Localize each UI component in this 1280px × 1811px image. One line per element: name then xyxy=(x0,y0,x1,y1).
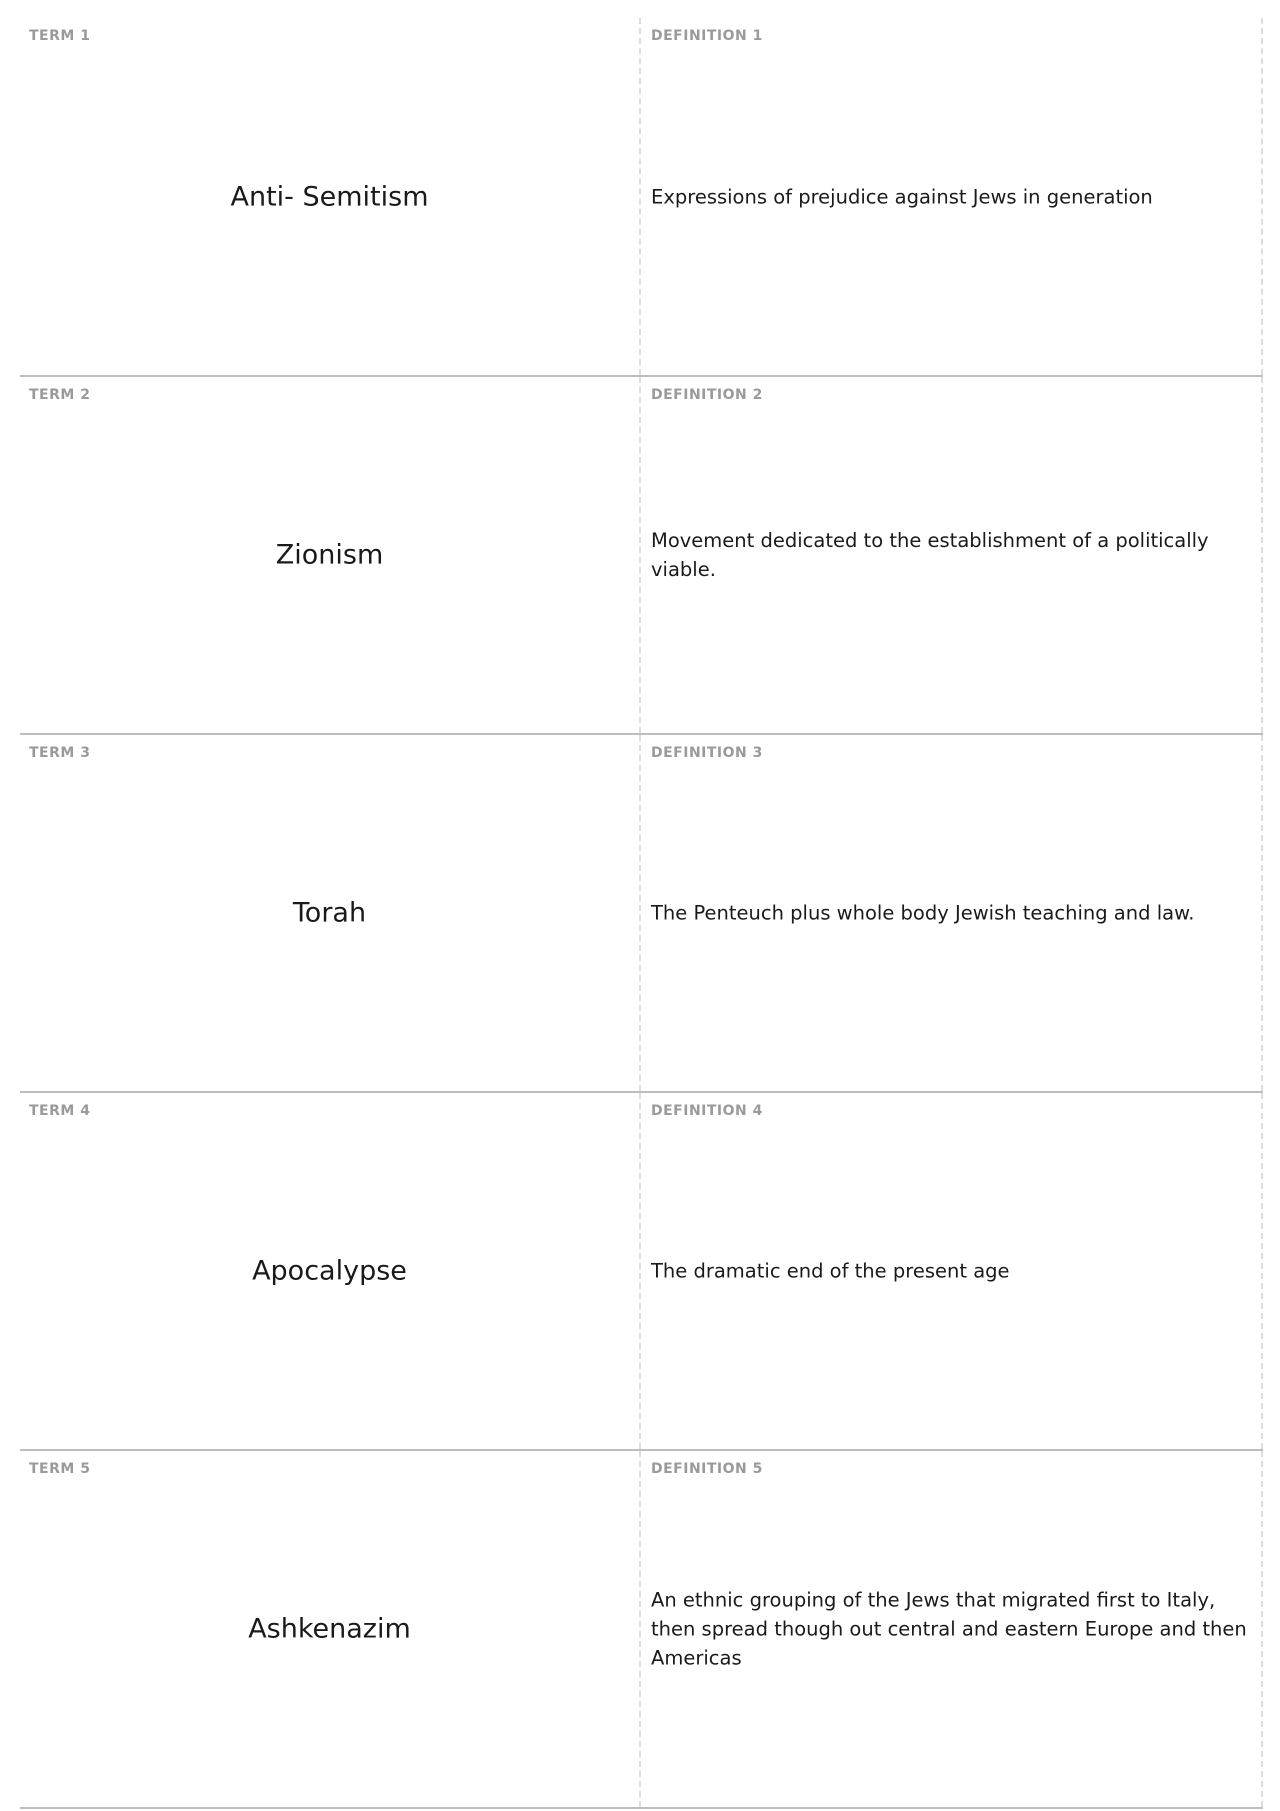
term-text: Torah xyxy=(292,897,367,929)
term-cell xyxy=(20,1451,641,1807)
definition-text: Expressions of prejudice against Jews in generation xyxy=(651,185,1153,208)
definition-label: DEFINITION 4 xyxy=(651,1103,763,1119)
term-label: TERM 3 xyxy=(29,745,91,761)
definition-cell xyxy=(641,1093,1263,1449)
definition-label: DEFINITION 1 xyxy=(651,28,763,44)
flashcard-row xyxy=(20,377,1263,735)
term-cell xyxy=(20,18,641,375)
term-label: TERM 1 xyxy=(29,28,91,44)
flashcard-row xyxy=(20,1093,1263,1451)
term-cell xyxy=(20,1093,641,1449)
term-label: TERM 5 xyxy=(29,1461,91,1477)
definition-text: The Penteuch plus whole body Jewish teaching and law. xyxy=(651,901,1195,925)
flashcard-row xyxy=(20,18,1263,377)
term-label: TERM 2 xyxy=(29,387,91,403)
definition-label: DEFINITION 5 xyxy=(651,1461,763,1477)
term-text: Anti- Semitism xyxy=(230,181,429,212)
term-text: Zionism xyxy=(275,539,384,571)
term-text: Ashkenazim xyxy=(248,1613,411,1645)
definition-text: The dramatic end of the present age xyxy=(651,1259,1010,1283)
definition-text: An ethnic grouping of the Jews that migrated first to Italy, then spread though out central and eastern Europe and then Americas xyxy=(651,1588,1247,1670)
term-text: Apocalypse xyxy=(252,1255,407,1287)
flashcard-row xyxy=(20,735,1263,1093)
flashcard-sheet xyxy=(20,18,1263,1809)
definition-cell xyxy=(641,18,1263,375)
definition-label: DEFINITION 2 xyxy=(651,387,763,403)
definition-cell xyxy=(641,1451,1263,1807)
term-cell xyxy=(20,377,641,733)
definition-cell xyxy=(641,377,1263,733)
definition-cell xyxy=(641,735,1263,1091)
term-label: TERM 4 xyxy=(29,1103,91,1119)
definition-text: Movement dedicated to the establishment of a politically viable. xyxy=(651,529,1209,581)
flashcard-row xyxy=(20,1451,1263,1809)
term-cell xyxy=(20,735,641,1091)
definition-label: DEFINITION 3 xyxy=(651,745,763,761)
